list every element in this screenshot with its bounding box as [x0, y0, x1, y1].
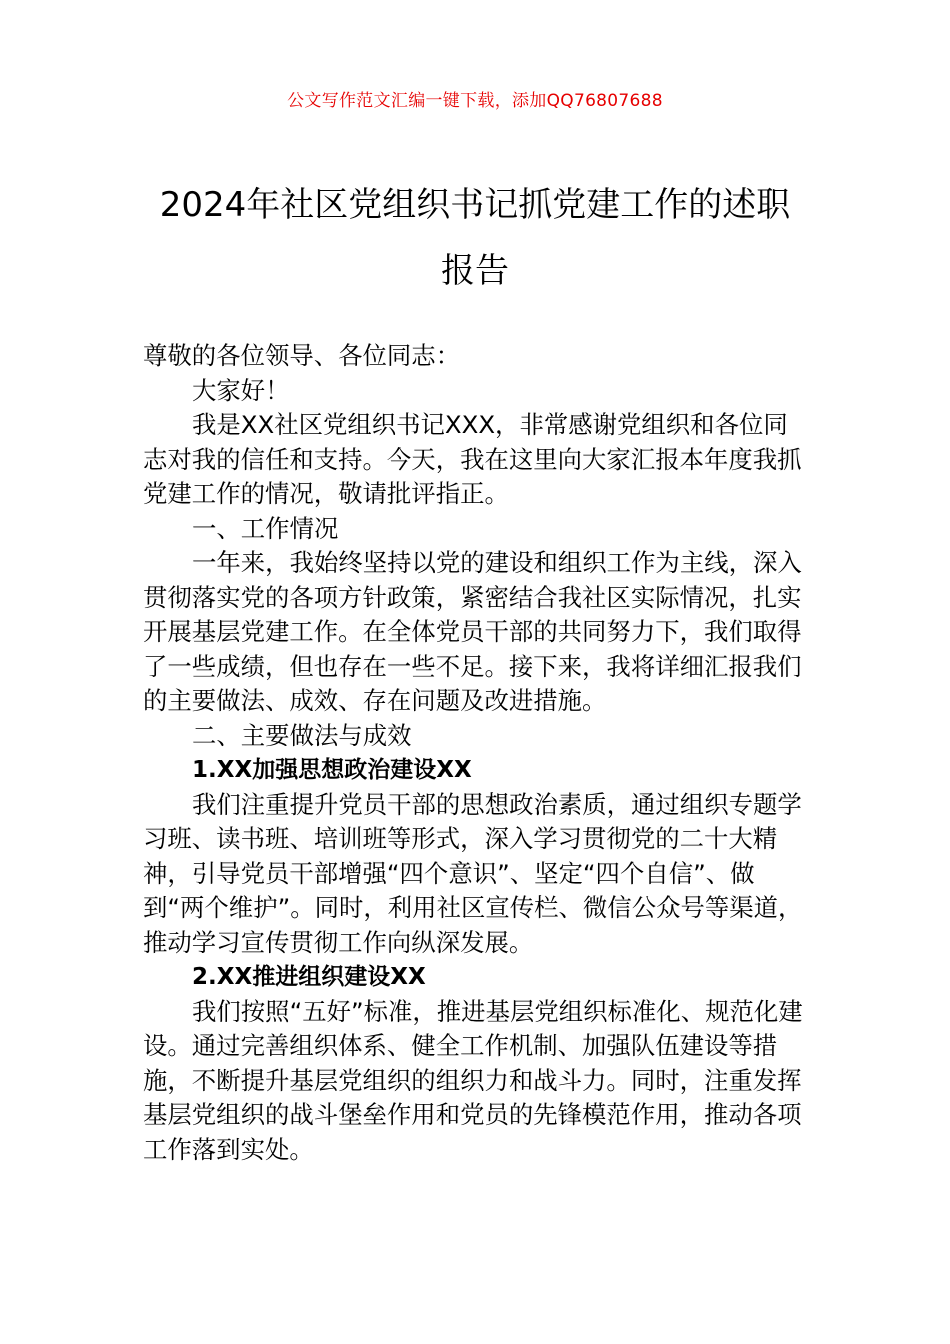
document-body: [143, 339, 807, 1167]
greeting: 尊敬的各位领导、各位同志：: [143, 341, 461, 370]
paragraph-introduction: 我是XX社区党组织书记XXX，非常感谢党组织和各位同志对我的信任和支持。今天，我在这里向大家汇报本年度我抓党建工作的情况，敬请批评指正。: [143, 410, 802, 508]
paragraph-organization-building: 我们按照“五好”标准，推进基层党组织标准化、规范化建设。通过完善组织体系、健全工作机制、加强队伍建设等措施，不断提升基层党组织的组织力和战斗力。同时，注重发挥基层党组织的战斗堡垒作用和党员的先锋模范作用，推动各项工作落到实处。: [143, 996, 803, 1164]
paragraph-ideological-building: 我们注重提升党员干部的思想政治素质，通过组织专题学习班、读书班、培训班等形式，深入学习贯彻党的二十大精神，引导党员干部增强“四个意识”、坚定“四个自信”、做到“两个维护”。同时，利用社区宣传栏、微信公众号等渠道，推动学习宣传贯彻工作向纵深发展。: [143, 789, 803, 957]
subheading-organization-building: 2.XX推进组织建设XX: [192, 964, 426, 990]
paragraph-work-status: 一年来，我始终坚持以党的建设和组织工作为主线，深入贯彻落实党的各项方针政策，紧密结合我社区实际情况，扎实开展基层党建工作。在全体党员干部的共同努力下，我们取得了一些成绩，但也存在一些不足。接下来，我将详细汇报我们的主要做法、成效、存在问题及改进措施。: [143, 548, 802, 715]
download-notice: 公文写作范文汇编一键下载，添加QQ76807688: [287, 91, 663, 111]
subheading-ideological-building: 1.XX加强思想政治建设XX: [192, 757, 472, 783]
section-heading-methods-results: 二、主要做法与成效: [192, 720, 412, 750]
paragraph-opening: 大家好！: [192, 375, 290, 405]
document-title: 2024年社区党组织书记抓党建工作的述职报告: [159, 185, 791, 291]
section-heading-work-status: 一、工作情况: [192, 513, 339, 543]
